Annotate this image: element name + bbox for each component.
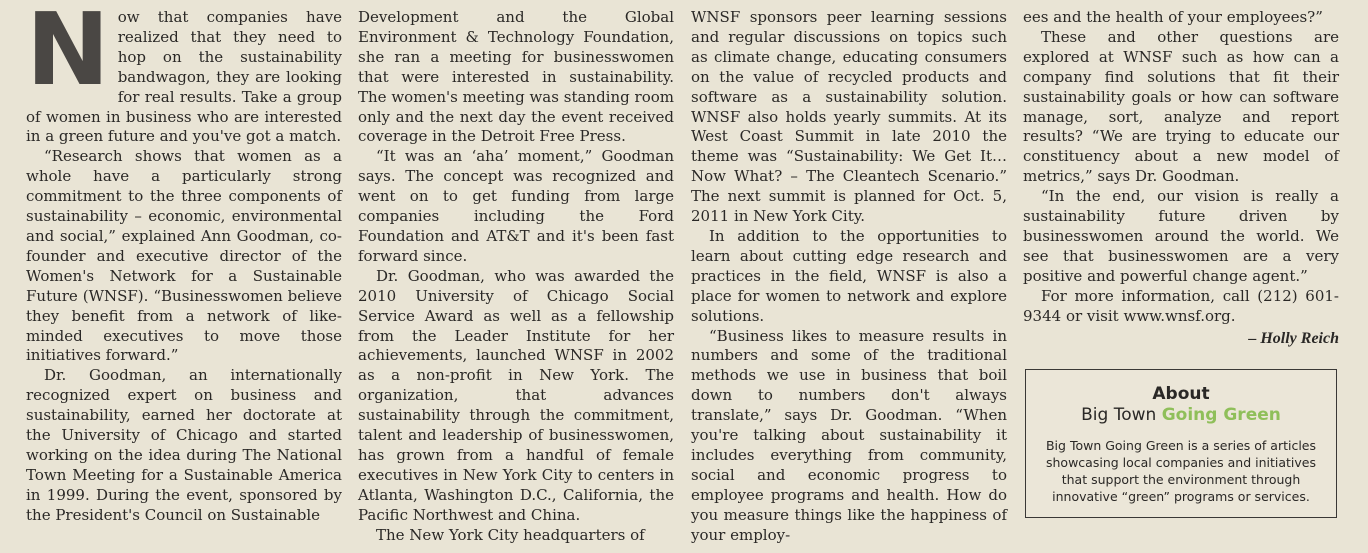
about-title-green: Going Green <box>1161 405 1281 425</box>
about-box <box>1025 369 1337 518</box>
paragraph: The New York City headquarters of <box>376 525 645 544</box>
drop-cap: N <box>26 0 108 108</box>
paragraph: ees and the health of your employees?” <box>1023 8 1323 26</box>
paragraph: Development and the Global Environment & Technology Foundation, she ran a meeting for businesswomen that were interested in sustainability. The women's meeting was standing room only and the next day the event received coverage in the Detroit Free Press. <box>358 8 674 146</box>
article-column-4 <box>1023 8 1339 348</box>
paragraph: WNSF sponsors peer learning sessions and regular discussions on topics such as climate change, educating consumers on the value of recycled products and software as a sustainability solution. WNSF also holds yearly summits. At its West Coast Summit in late 2010 the theme was “Sustainability: We Get It…Now What? – The Cleantech Scenario.” The next summit is planned for Oct. 5, 2011 in New York City. <box>691 8 1007 226</box>
about-title-plain: Big Town <box>1081 405 1162 425</box>
byline: – Holly Reich <box>1248 329 1339 347</box>
paragraph: “In the end, our vision is really a sustainability future driven by businesswomen around the world. We see that businesswomen are a very positive and powerful change agent.” <box>1023 187 1339 285</box>
article-column-2 <box>358 8 674 545</box>
article-column-1 <box>26 0 342 526</box>
article-column-3 <box>691 8 1007 545</box>
paragraph: Dr. Goodman, an internationally recognized expert on business and sustainability, earned her doctorate at the University of Chicago and started working on the idea during The National Town Meeting for a Sustainable America in 1999. During the event, sponsored by the President's Council on Sustainable <box>26 366 342 524</box>
paragraph: “Business likes to measure results in numbers and some of the traditional methods we use in business that boil down to numbers don't always translate,” says Dr. Goodman. “When you're talking about sustainability it includes everything from community, social and economic progress to employee programs and health. How do you measure things like the happiness of your employ- <box>691 326 1007 544</box>
about-body: Big Town Going Green is a series of articles showcasing local companies and initiatives that support the environment through innovative “green” programs or services. <box>1045 438 1317 504</box>
about-heading: About <box>1152 384 1210 404</box>
paragraph: For more information, call (212) 601-9344 or visit www.wnsf.org. <box>1023 286 1339 325</box>
paragraph: “It was an ‘aha’ moment,” Goodman says. The concept was recognized and went on to get funding from large companies including the Ford Foundation and AT&T and it's been fast forward since. <box>358 147 674 265</box>
about-title <box>1026 405 1336 425</box>
paragraph: ow that companies have realized that they need to hop on the sustainability bandwagon, they are looking for real results. Take a group of women in business who are interested in a green future and you've got a match. <box>26 8 342 146</box>
paragraph: “Research shows that women as a whole have a particularly strong commitment to the three components of sustainability – economic, environmental and social,” explained Ann Goodman, co-founder and executive director of the Women's Network for a Sustainable Future (WNSF). “Businesswomen believe they benefit from a network of like-minded executives to move those initiatives forward.” <box>26 147 342 365</box>
paragraph: Dr. Goodman, who was awarded the 2010 University of Chicago Social Service Award as well as a fellowship from the Leader Institute for her achievements, launched WNSF in 2002 as a non-profit in New York. The organization, that advances sustainability through the commitment, talent and leadership of businesswomen, has grown from a handful of female executives in New York City to centers in Atlanta, Washington D.C., California, the Pacific Northwest and China. <box>358 266 674 524</box>
paragraph: In addition to the opportunities to learn about cutting edge research and practices in the field, WNSF is also a place for women to network and explore solutions. <box>691 226 1007 325</box>
paragraph: These and other questions are explored at WNSF such as how can a company find solutions that fit their sustainability goals or how can software manage, sort, analyze and report results? “We are trying to educate our constituency about a new model of metrics,” says Dr. Goodman. <box>1023 27 1339 186</box>
